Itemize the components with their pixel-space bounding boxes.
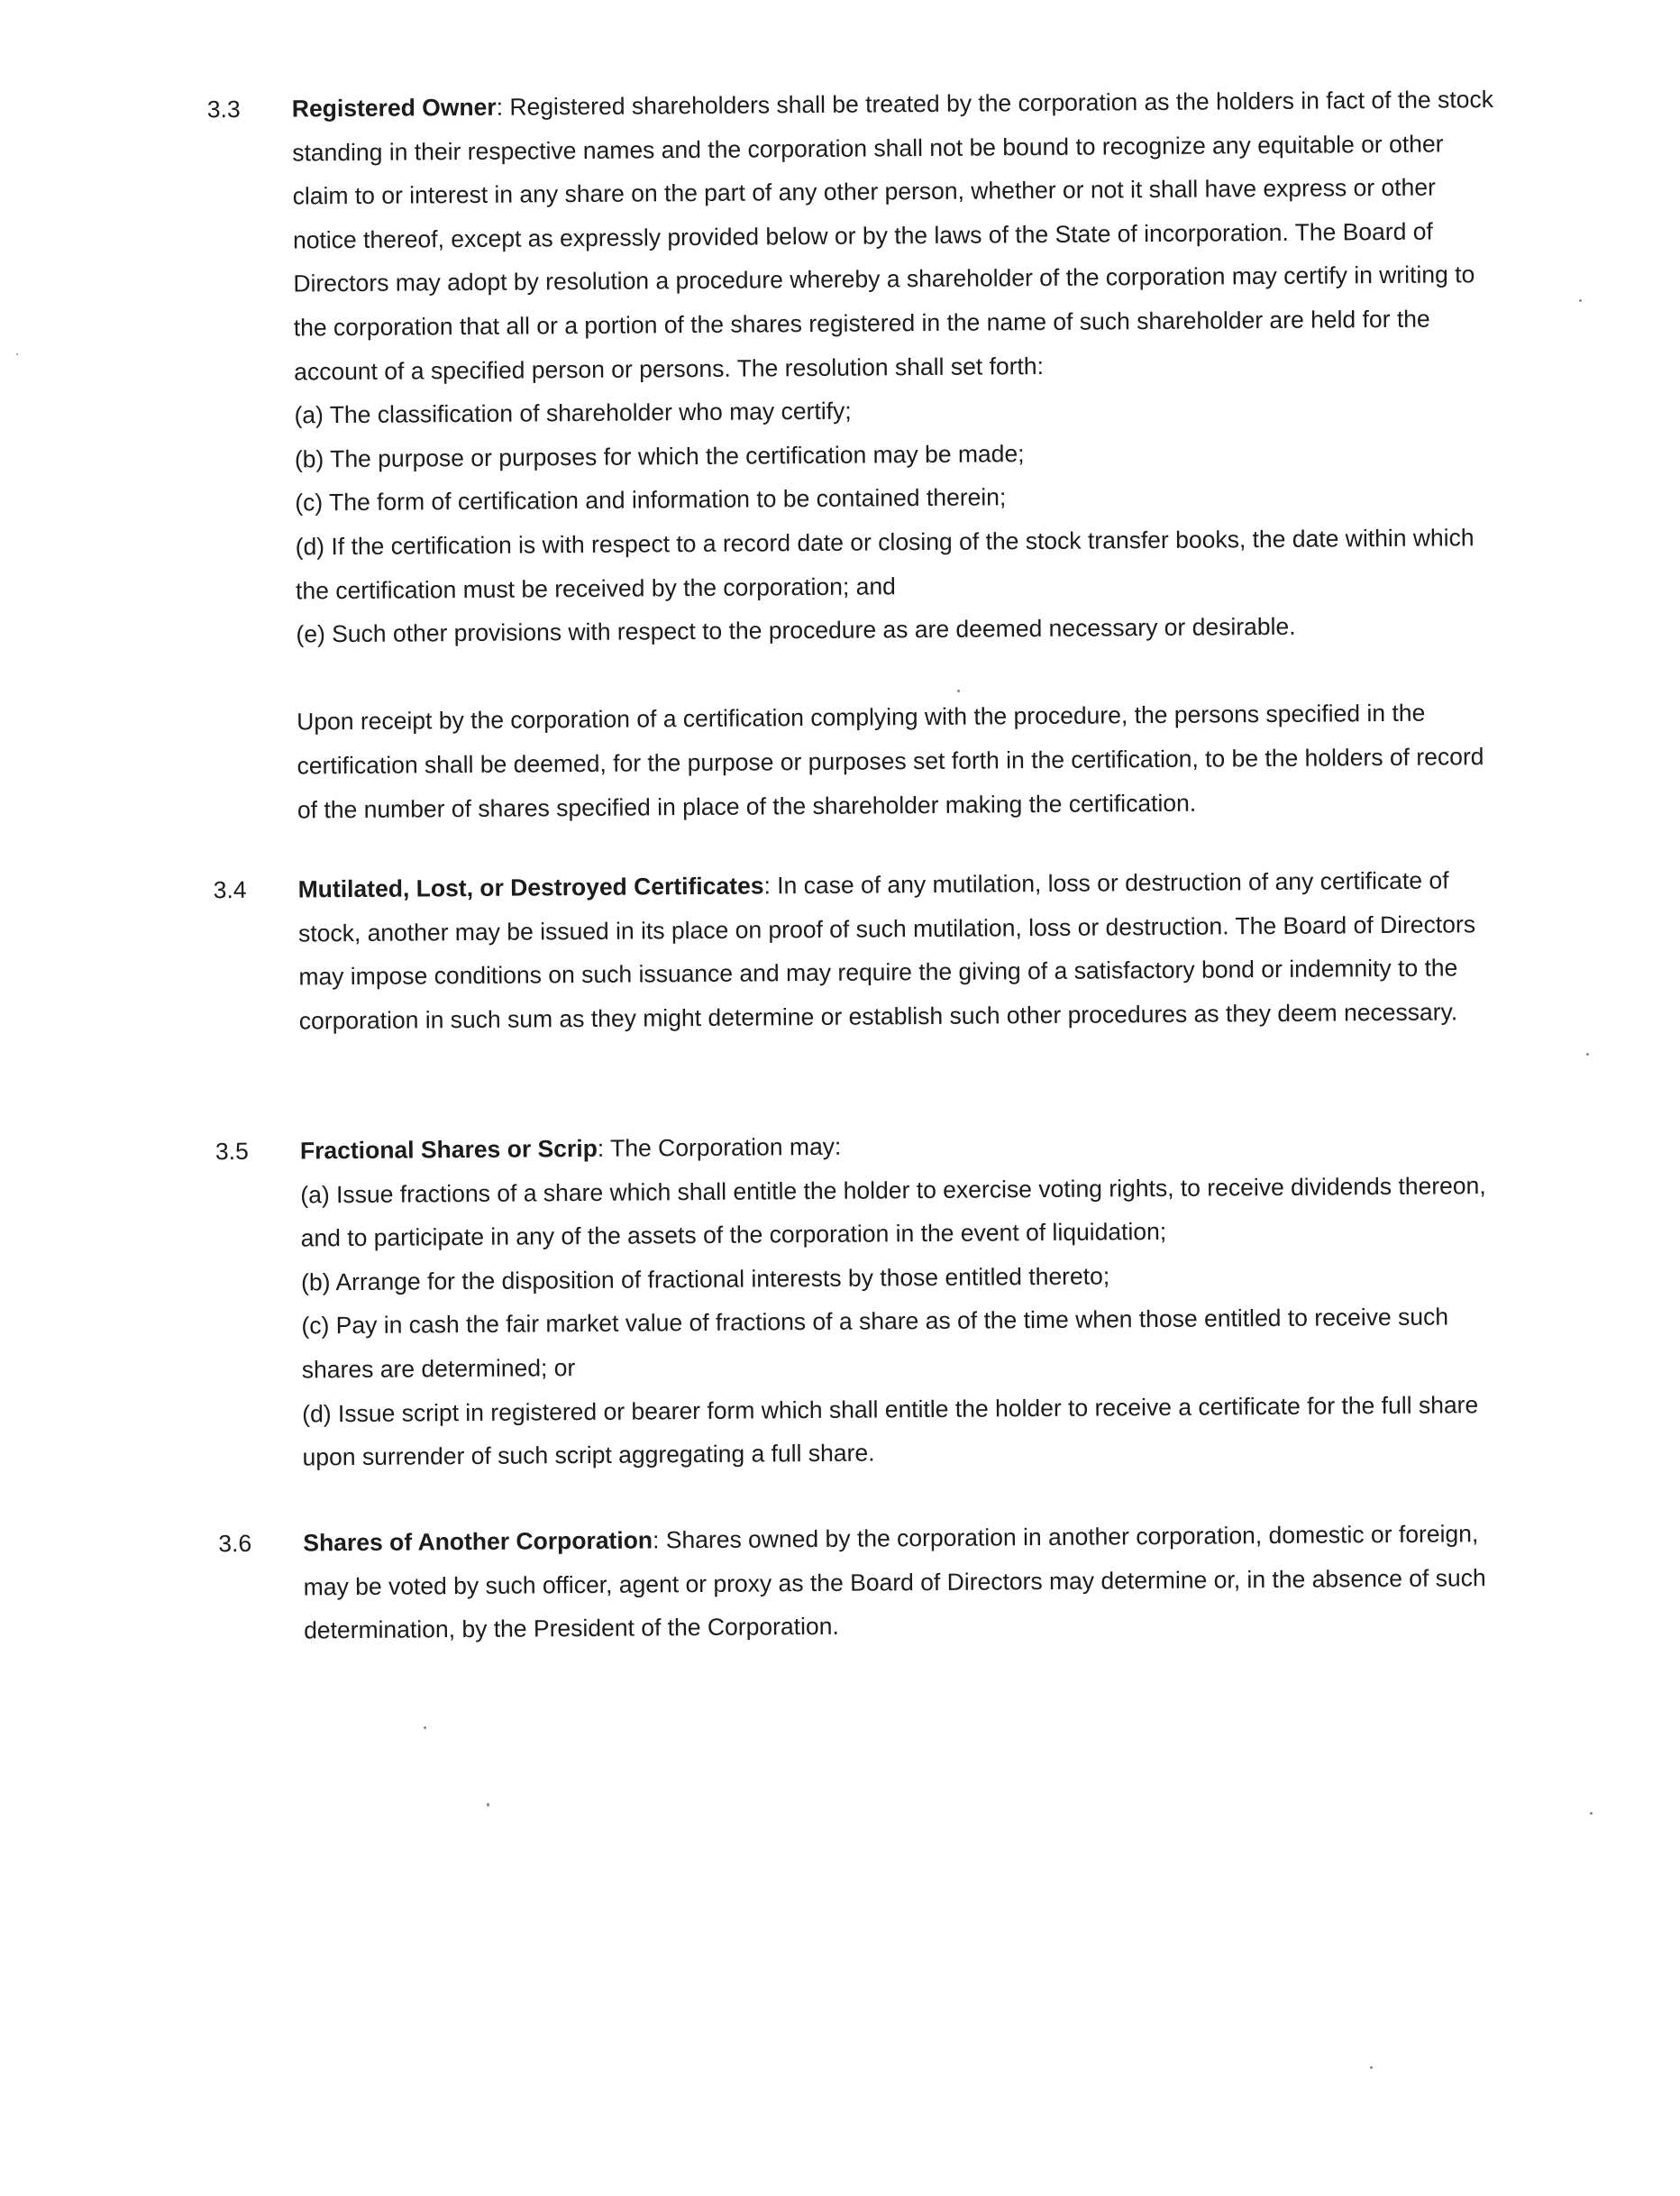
section-number: 3.3 [206,95,241,124]
list-item: (c) Pay in cash the fair market value of fractions of a share as of the time when those entitled to receive such shares are determined; or [301,1303,1449,1384]
scan-speck [424,1726,426,1729]
scan-speck [487,1803,489,1807]
section-heading: Mutilated, Lost, or Destroyed Certificates [297,872,764,903]
section-heading: Registered Owner [291,93,497,123]
section-3-4 [0,856,1680,1035]
list-item: (d) Issue script in registered or bearer form which shall entitle the holder to receive a certificate for the full share upon surrender of such script aggregating a full share. [302,1390,1479,1471]
list-item: (c) The form of certification and information to be contained therein; [295,483,1007,517]
scan-speck [1579,299,1582,302]
section-body [292,78,1505,832]
list-item: (d) If the certification is with respect to a record date or closing of the stock transfer books, the date within which the certification must be received by the corporation; and [295,524,1475,605]
section-heading: Fractional Shares or Scrip [299,1134,598,1165]
scan-speck [1590,1812,1593,1815]
list-item: (a) Issue fractions of a share which shall entitle the holder to exercise voting rights, to receive dividends thereon, and to participate in any of the assets of the corporation in the event of liquidation; [300,1171,1486,1252]
section-closing-paragraph: Upon receipt by the corporation of a certification complying with the procedure, the persons specified in the certification shall be deemed, for the purpose or purposes set forth in the certification, to be the holders of record of the number of shares specified in place of the shareholder making the certification. [297,699,1484,823]
scan-speck [16,353,18,355]
section-body [303,1512,1511,1652]
list-item: (a) The classification of shareholder who may certify; [294,397,852,429]
section-3-5 [3,1118,1680,1471]
section-3-3 [0,76,1675,823]
section-body [297,858,1506,1043]
section-body [300,1120,1511,1479]
list-item: (b) The purpose or purposes for which the certification may be made; [294,439,1025,473]
section-intro-text: : The Corporation may: [597,1132,842,1162]
list-item: (b) Arrange for the disposition of fractional interests by those entitled thereto; [300,1262,1110,1296]
section-intro-text: : Shares owned by the corporation in another corporation, domestic or foreign, may be voted by such officer, agent or proxy as the Board of Directors may determine or, in the absence of such determination, by the President of the Corporation. [303,1520,1486,1644]
section-intro-paragraph [292,78,1502,394]
list-item: (e) Such other provisions with respect to the procedure as are deemed necessary or desirable. [296,612,1296,648]
section-heading: Shares of Another Corporation [303,1526,653,1557]
section-number: 3.4 [213,875,247,904]
section-intro-paragraph [297,858,1506,1043]
section-number: 3.6 [218,1529,252,1558]
section-intro-text: : In case of any mutilation, loss or destruction of any certificate of stock, another may be issued in its place on proof of such mutilation, loss or destruction. The Board of Directors may impose conditions on such issuance and may require the giving of a satisfactory bond or indemnity to the corporation in such sum as they might determine or establish such other procedures as they deem necessary. [297,866,1476,1035]
section-3-6 [5,1510,1680,1644]
section-intro-paragraph [303,1512,1511,1652]
section-intro-text: : Registered shareholders shall be treated by the corporation as the holders in fact of the stock standing in their respective names and the corporation shall not be bound to recognize any equitable or other claim to or interest in any share on the part of any other person, whether or not it shall have express or other notice thereof, except as expressly provided below or by the laws of the State of incorporation. The Board of Directors may adopt by resolution a procedure whereby a shareholder of the corporation may certify in writing to the corporation that all or a portion of the shares registered in the name of such shareholder are held for the account of a specified person or persons. The resolution shall set forth: [292,86,1494,386]
scan-speck [1586,1053,1589,1056]
scan-speck [957,690,960,692]
section-number: 3.5 [215,1137,249,1166]
scan-speck [1370,2066,1373,2069]
